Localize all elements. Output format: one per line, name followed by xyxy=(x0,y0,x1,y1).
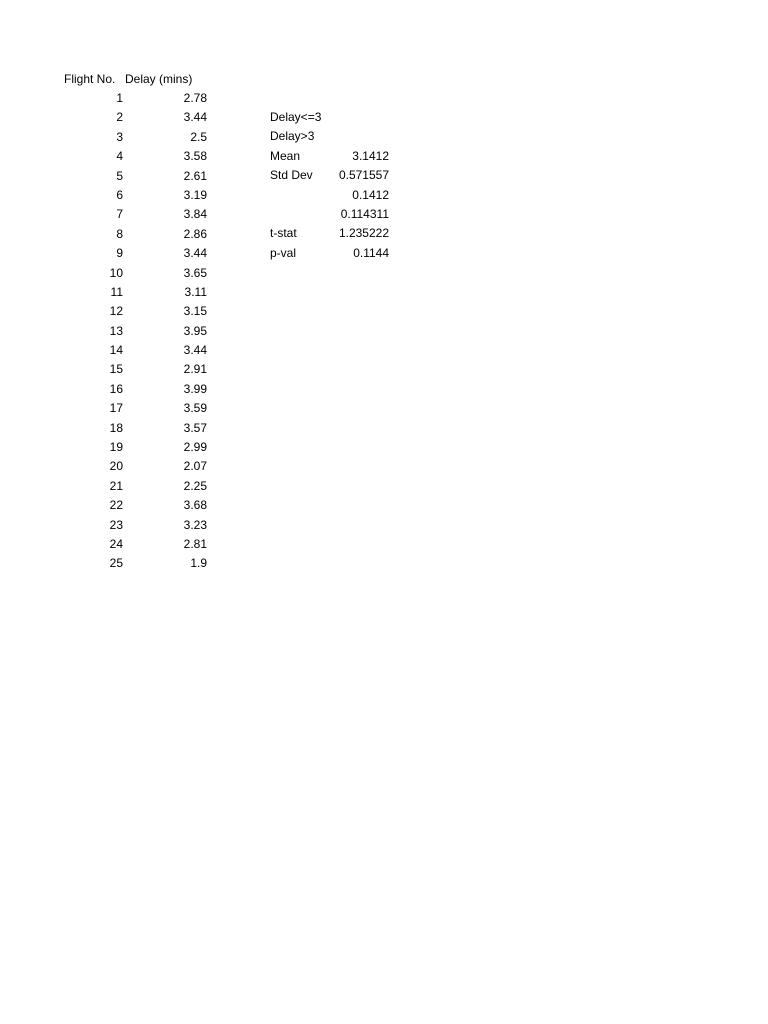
delay-cell[interactable]: 3.44 xyxy=(183,246,207,261)
delay-cell[interactable]: 3.15 xyxy=(183,304,207,319)
flight-no-cell[interactable]: 2 xyxy=(116,110,123,125)
table-row xyxy=(0,554,230,573)
flight-no-cell[interactable]: 10 xyxy=(109,265,123,280)
flight-no-cell[interactable]: 9 xyxy=(116,246,123,261)
delay-cell[interactable]: 2.25 xyxy=(183,478,207,493)
stat-value[interactable]: 0.1412 xyxy=(352,187,389,202)
table-row xyxy=(0,205,230,224)
table-row xyxy=(0,535,230,554)
delay-cell[interactable]: 3.57 xyxy=(183,420,207,435)
table-row xyxy=(0,264,230,283)
stat-row xyxy=(270,205,400,224)
flight-no-cell[interactable]: 7 xyxy=(116,207,123,222)
stat-label[interactable]: Std Dev xyxy=(270,168,313,183)
delay-cell[interactable]: 3.59 xyxy=(183,401,207,416)
table-row xyxy=(0,128,230,147)
table-row xyxy=(0,419,230,438)
stat-row xyxy=(270,186,400,205)
statistics-block xyxy=(270,108,400,263)
table-row xyxy=(0,341,230,360)
delay-cell[interactable]: 3.65 xyxy=(183,265,207,280)
flight-no-cell[interactable]: 19 xyxy=(109,440,123,455)
flight-no-cell[interactable]: 17 xyxy=(109,401,123,416)
delay-cell[interactable]: 3.23 xyxy=(183,517,207,532)
table-row xyxy=(0,399,230,418)
flight-delay-table xyxy=(0,89,230,574)
table-row xyxy=(0,477,230,496)
delay-cell[interactable]: 3.11 xyxy=(184,284,207,299)
stat-value[interactable]: 0.1144 xyxy=(353,245,389,260)
stat-row xyxy=(270,224,400,243)
delay-cell[interactable]: 3.44 xyxy=(183,343,207,358)
stat-value[interactable]: 0.114311 xyxy=(340,206,389,221)
flight-no-cell[interactable]: 4 xyxy=(116,149,123,164)
delay-cell[interactable]: 1.9 xyxy=(190,556,207,571)
table-row xyxy=(0,167,230,186)
stat-row xyxy=(270,166,400,185)
stat-value[interactable]: 0.571557 xyxy=(338,168,389,183)
table-row xyxy=(0,225,230,244)
flight-no-cell[interactable]: 21 xyxy=(109,478,123,493)
table-row xyxy=(0,496,230,515)
flight-no-cell[interactable]: 20 xyxy=(109,459,123,474)
table-row xyxy=(0,302,230,321)
flight-no-cell[interactable]: 14 xyxy=(109,343,123,358)
delay-cell[interactable]: 2.99 xyxy=(183,440,207,455)
table-row xyxy=(0,244,230,263)
flight-no-cell[interactable]: 16 xyxy=(109,381,123,396)
table-row xyxy=(0,516,230,535)
flight-no-cell[interactable]: 18 xyxy=(109,420,123,435)
delay-cell[interactable]: 2.61 xyxy=(183,168,207,183)
delay-cell[interactable]: 2.78 xyxy=(183,91,207,105)
delay-cell[interactable]: 2.86 xyxy=(183,226,207,241)
delay-cell[interactable]: 3.99 xyxy=(183,381,207,396)
flight-no-cell[interactable]: 3 xyxy=(116,129,123,144)
stat-label[interactable]: t-stat xyxy=(270,226,297,241)
flight-no-cell[interactable]: 22 xyxy=(109,498,123,513)
delay-cell[interactable]: 3.95 xyxy=(183,323,207,338)
flight-no-cell[interactable]: 13 xyxy=(109,323,123,338)
flight-no-cell[interactable]: 8 xyxy=(116,226,123,241)
stat-label[interactable]: Mean xyxy=(270,148,301,163)
stat-label[interactable]: p-val xyxy=(270,245,297,260)
table-row xyxy=(0,360,230,379)
table-row xyxy=(0,380,230,399)
stat-value[interactable]: 3.1412 xyxy=(352,148,389,163)
flight-no-cell[interactable]: 12 xyxy=(109,304,123,319)
delay-cell[interactable]: 2.07 xyxy=(183,459,207,474)
flight-no-cell[interactable]: 25 xyxy=(109,556,123,571)
stat-row xyxy=(270,244,400,263)
stat-row xyxy=(270,108,400,127)
stat-row xyxy=(270,147,400,166)
delay-cell[interactable]: 2.81 xyxy=(183,536,207,551)
table-row xyxy=(0,283,230,302)
stat-row xyxy=(270,127,400,146)
flight-no-cell[interactable]: 5 xyxy=(116,168,123,183)
delay-cell[interactable]: 3.44 xyxy=(183,110,207,125)
flight-no-cell[interactable]: 6 xyxy=(116,187,123,202)
flight-no-cell[interactable]: 11 xyxy=(110,284,123,299)
flight-no-cell[interactable]: 24 xyxy=(109,536,123,551)
flight-no-cell[interactable]: 23 xyxy=(109,517,123,532)
table-row xyxy=(0,438,230,457)
table-row xyxy=(0,108,230,127)
stat-label[interactable]: Delay>3 xyxy=(270,129,315,144)
stat-label[interactable]: Delay<=3 xyxy=(270,110,322,124)
table-row xyxy=(0,186,230,205)
delay-cell[interactable]: 3.84 xyxy=(183,207,207,222)
flight-no-header[interactable]: Flight No. xyxy=(64,72,116,86)
delay-cell[interactable]: 3.68 xyxy=(183,498,207,513)
delay-cell[interactable]: 2.5 xyxy=(190,129,207,144)
delay-cell[interactable]: 3.19 xyxy=(183,187,207,202)
table-row xyxy=(0,457,230,476)
table-row xyxy=(0,147,230,166)
flight-no-cell[interactable]: 1 xyxy=(116,91,123,105)
table-row xyxy=(0,89,230,108)
stat-value[interactable]: 1.235222 xyxy=(338,226,389,241)
delay-cell[interactable]: 2.91 xyxy=(183,362,207,377)
flight-no-cell[interactable]: 15 xyxy=(109,362,123,377)
delay-cell[interactable]: 3.58 xyxy=(183,149,207,164)
delay-header[interactable]: Delay (mins) xyxy=(125,72,193,86)
table-row xyxy=(0,322,230,341)
